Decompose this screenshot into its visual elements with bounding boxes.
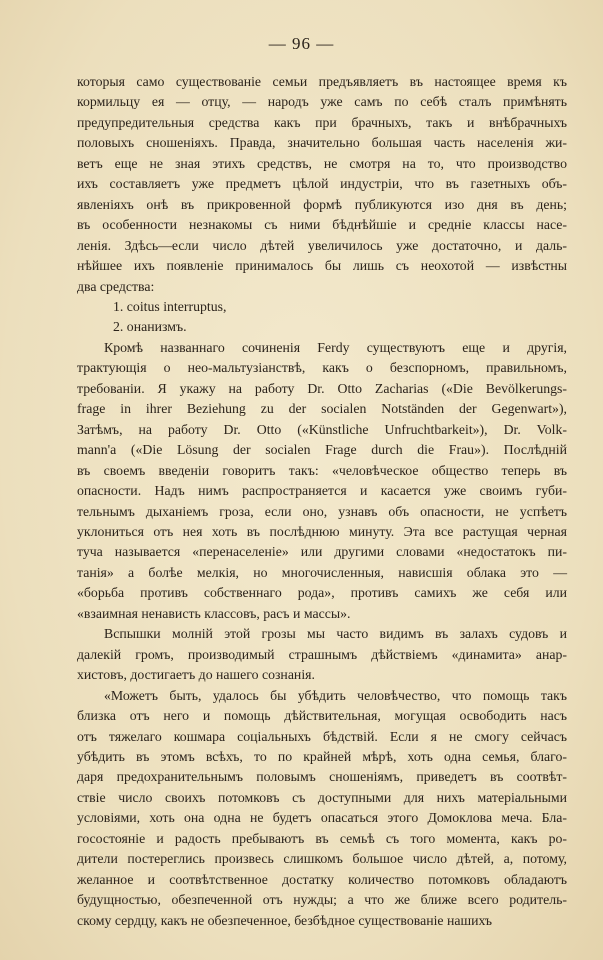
text-line: скому сердцу, какъ не обезпеченное, безбѣдное существованіе нашихъ xyxy=(77,912,493,928)
text-line: явленіяхъ онѣ въ прикровенной формѣ публикуются изо дня въ день; xyxy=(77,196,567,212)
text-line: требованіи. Я укажу на работу Dr. Otto Zacharias («Die Bevölkerungs- xyxy=(77,380,567,396)
paragraph xyxy=(77,72,567,297)
text-line: ихъ составляетъ уже предметъ цѣлой индустріи, что въ газетныхъ объ- xyxy=(77,176,567,192)
text-line: «борьба противъ собственнаго рода», противъ самихъ же себя или xyxy=(77,585,567,601)
page-body xyxy=(77,72,567,931)
text-line: ленія. Здѣсь—если число дѣтей увеличилось уже достаточно, и даль- xyxy=(77,237,567,253)
text-line: далекій громъ, производимый страшнымъ дѣйствіемъ «динамита» анар- xyxy=(77,646,567,662)
text-line: хистовъ, достигаетъ до нашего сознанія. xyxy=(77,667,315,683)
text-line: ветъ еще не зная этихъ средствъ, не смотря на то, что производство xyxy=(77,155,567,171)
text-line: ствіе число своихъ потомковъ съ доступными для нихъ матеріальными xyxy=(77,789,567,805)
paragraph xyxy=(77,624,567,685)
text-line: «Можетъ быть, удалось бы убѣдить человѣчество, что помощь такъ xyxy=(104,687,567,703)
text-line: предупредительныя средства какъ при брачныхъ, такъ и внѣбрачныхъ xyxy=(77,114,567,130)
text-line: Затѣмъ, на работу Dr. Otto («Künstliche Unfruchtbarkeit»), Dr. Volk- xyxy=(77,421,567,437)
text-line: mann'a («Die Lösung der socialen Frage durch die Frau»). Послѣдній xyxy=(77,442,567,458)
text-line: половыхъ сношеніяхъ. Правда, значительно большая часть населенія жи- xyxy=(77,135,567,151)
text-line: будущностью, обезпеченной отъ нужды; а что же ближе всего родитель- xyxy=(77,892,567,908)
text-line: трактующія о нео-мальтузіанствѣ, какъ о безспорномъ, правильномъ, xyxy=(77,360,567,376)
text-line: туча называется «перенаселеніе» или другими словами «недостатокъ пи- xyxy=(77,544,567,560)
text-line: тельнымъ дыханіемъ гроза, если оно, узнавъ объ опасности, не успѣетъ xyxy=(77,503,567,519)
text-line: «взаимная ненависть классовъ, расъ и массы». xyxy=(77,605,351,621)
text-line: близка отъ него и помощь дѣйствительная, могущая освободить насъ xyxy=(77,708,567,724)
text-line: убѣдить въ этомъ всѣхъ, то по крайней мѣрѣ, хоть одна семья, благо- xyxy=(77,748,567,764)
text-line: въ своемъ введеніи говоритъ такъ: «человѣческое общество теперь въ xyxy=(77,462,567,478)
text-line: танія» а болѣе мелкія, но многочисленныя, нависшія облака это — xyxy=(77,564,567,580)
text-line: условіями, хоть она одна не будетъ опасаться этого Домоклова меча. Бла- xyxy=(77,810,567,826)
text-line: отъ тяжелаго кошмара соціальныхъ бѣдствій. Если я не смогу сейчасъ xyxy=(77,728,567,744)
text-line: два средства: xyxy=(77,278,155,294)
text-line: госостояніе и радость пребываютъ въ семьѣ съ того момента, какъ ро- xyxy=(77,830,567,846)
list-item: 1. coitus interruptus, xyxy=(113,298,227,314)
paragraph-group xyxy=(77,338,567,931)
text-line: кормильцу ея — отцу, — народъ уже самъ по себѣ сталъ примѣнять xyxy=(77,94,567,110)
text-line: которыя само существованіе семьи предъявляетъ въ настоящее время къ xyxy=(77,74,567,89)
text-line: опасности. Надъ нимъ распространяется и касается уже своимъ губи- xyxy=(77,483,567,499)
text-line: дители постереглись произвесь слишкомъ большое число дѣтей, а, потому, xyxy=(77,851,567,867)
text-line: уклониться отъ нея хоть въ послѣднюю минуту. Эта все растущая черная xyxy=(77,523,567,539)
text-line: frage in ihrer Beziehung zu der socialen Notständen der Gegenwart»), xyxy=(77,401,567,417)
list-item: 2. онанизмъ. xyxy=(113,319,187,335)
text-line: желанное и соотвѣтственное достатку количество потомковъ обладаютъ xyxy=(77,871,567,887)
text-line: даря предохранительнымъ половымъ сношеніямъ, приведетъ въ соотвѣт- xyxy=(77,769,567,785)
text-line: нѣйшее ихъ появленіе принималось бы лишь съ неохотой — извѣстны xyxy=(77,258,567,274)
text-line: въ особенности незнакомы съ ними бѣднѣйшіе и средніе классы насе- xyxy=(77,217,567,233)
page-number: — 96 — xyxy=(268,34,335,53)
paragraph xyxy=(77,686,567,931)
text-line: Кромѣ названнаго сочиненія Ferdy существуютъ еще и другія, xyxy=(104,339,567,355)
paragraph xyxy=(77,338,567,624)
numbered-list xyxy=(77,297,567,338)
text-line: Вспышки молній этой грозы мы часто видимъ въ залахъ судовъ и xyxy=(104,626,567,642)
